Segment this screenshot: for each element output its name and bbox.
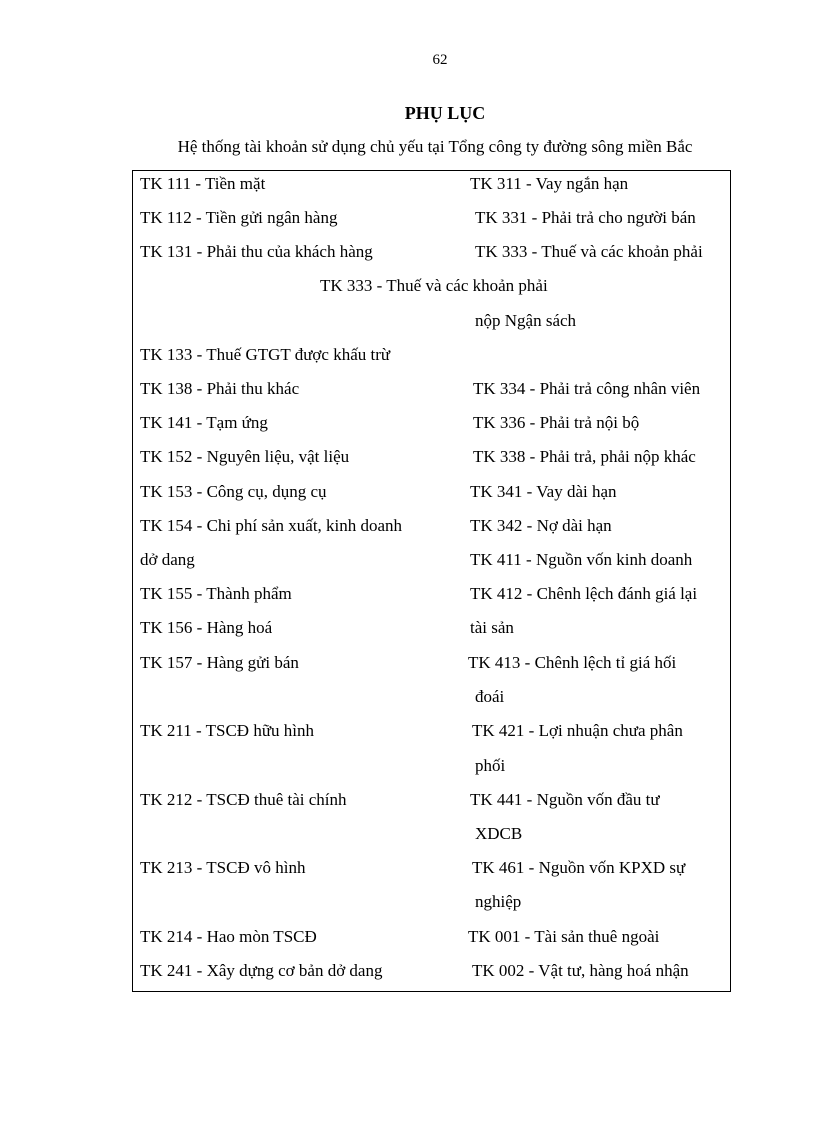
- account-item: TK 141 - Tạm ứng: [140, 413, 268, 432]
- account-item: TK 413 - Chênh lệch tỉ giá hối: [468, 653, 677, 672]
- account-item: TK 338 - Phải trả, phải nộp khác: [473, 447, 696, 466]
- account-item: TK 311 - Vay ngắn hạn: [470, 174, 629, 193]
- account-item: TK 334 - Phải trả công nhân viên: [473, 379, 701, 398]
- account-item: TK 138 - Phải thu khác: [140, 379, 300, 398]
- account-item: TK 214 - Hao mòn TSCĐ: [140, 927, 317, 946]
- account-item: TK 421 - Lợi nhuận chưa phân: [472, 721, 683, 740]
- account-item: TK 153 - Công cụ, dụng cụ: [140, 482, 327, 501]
- account-item: TK 152 - Nguyên liệu, vật liệu: [140, 447, 350, 466]
- account-item: TK 002 - Vật tư, hàng hoá nhận: [472, 961, 689, 980]
- account-item: TK 211 - TSCĐ hữu hình: [140, 721, 315, 740]
- account-item-continuation: phối: [475, 756, 506, 775]
- account-item: TK 333 - Thuế và các khoản phải: [320, 276, 548, 295]
- account-item: TK 412 - Chênh lệch đánh giá lại: [470, 584, 698, 603]
- account-item-continuation: nghiệp: [475, 892, 522, 911]
- account-item: TK 213 - TSCĐ vô hình: [140, 858, 306, 877]
- account-item: TK 112 - Tiền gửi ngân hàng: [140, 208, 338, 227]
- account-item: TK 155 - Thành phẩm: [140, 584, 292, 603]
- account-item: TK 157 - Hàng gửi bán: [140, 653, 299, 672]
- account-item: TK 001 - Tài sản thuê ngoài: [468, 927, 660, 946]
- account-item: TK 156 - Hàng hoá: [140, 618, 273, 637]
- account-item: TK 154 - Chi phí sản xuất, kinh doanh: [140, 516, 403, 535]
- account-item: TK 333 - Thuế và các khoản phải: [475, 242, 703, 261]
- account-item: TK 111 - Tiền mặt: [140, 174, 266, 193]
- account-item-continuation: tài sản: [470, 618, 514, 637]
- account-item-continuation: đoái: [475, 687, 505, 706]
- account-item: TK 342 - Nợ dài hạn: [470, 516, 612, 535]
- page-title: PHỤ LỤC: [404, 103, 486, 123]
- account-item: TK 212 - TSCĐ thuê tài chính: [140, 790, 347, 809]
- account-item-continuation: XDCB: [475, 824, 523, 843]
- account-item: TK 133 - Thuế GTGT được khấu trừ: [140, 345, 391, 364]
- account-item: TK 441 - Nguồn vốn đầu tư: [470, 790, 660, 809]
- account-item: TK 241 - Xây dựng cơ bản dở dang: [140, 961, 383, 980]
- account-item: TK 331 - Phải trả cho người bán: [475, 208, 696, 227]
- account-item-continuation: nộp Ngận sách: [475, 311, 577, 330]
- page-subtitle: Hệ thống tài khoản sử dụng chủ yếu tại Tổng công ty đường sông miền Bắc: [177, 137, 693, 156]
- account-item: TK 336 - Phải trả nội bộ: [473, 413, 640, 432]
- account-item: TK 341 - Vay dài hạn: [470, 482, 617, 501]
- account-item: TK 461 - Nguồn vốn KPXD sự: [472, 858, 686, 877]
- page-number: 62: [432, 52, 448, 68]
- account-item: TK 411 - Nguồn vốn kinh doanh: [470, 550, 693, 569]
- account-item-continuation: dở dang: [140, 550, 195, 569]
- account-item: TK 131 - Phải thu của khách hàng: [140, 242, 373, 261]
